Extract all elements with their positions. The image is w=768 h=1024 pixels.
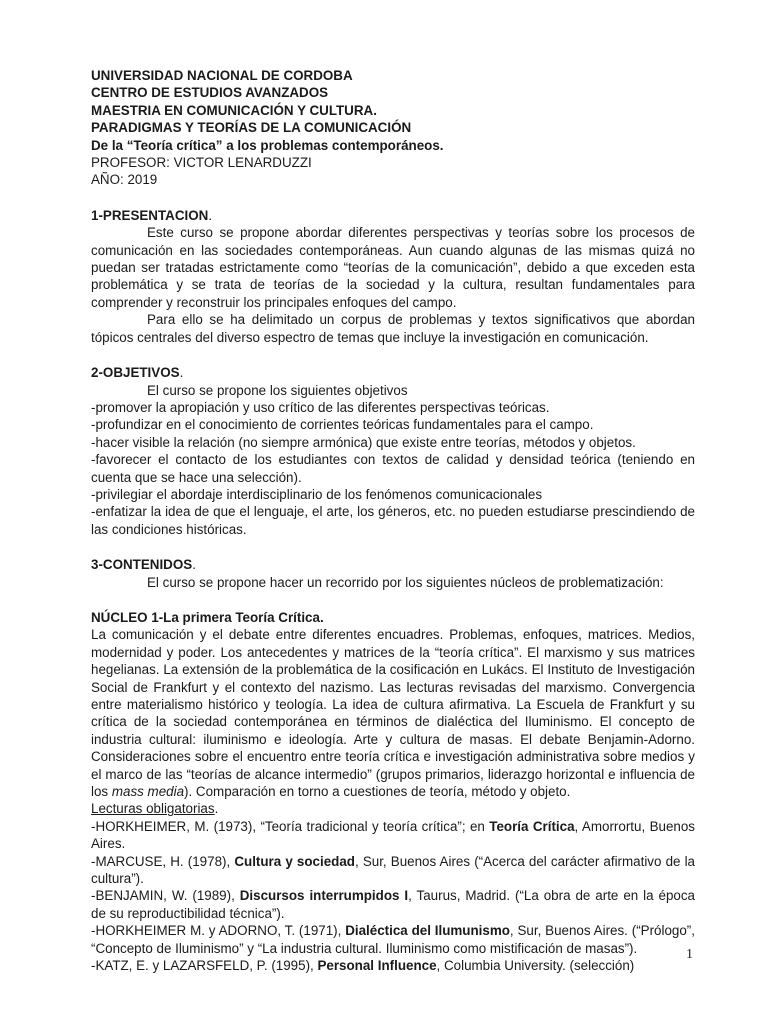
reference-item [91,818,695,853]
reference-details: , Amorrortu, Buenos Aires. [91,818,695,852]
reference-title: Teoría Crítica [489,818,575,834]
section-title-suffix: . [192,557,196,573]
page-number: 1 [686,947,693,962]
section-title: 2-OBJETIVOS [91,365,180,381]
reference-author: -MARCUSE, H. (1978), [91,853,235,869]
reference-details: , Columbia University. (selección) [436,958,635,974]
nucleo-body-main: La comunicación y el debate entre diferentes encuadres. Problemas, enfoques, matrices. Medios, modernidad y poder. Los antecedentes y matrices de la “teoría crítica”. El marxismo y sus matrices hegelianas. La extensión de la problemática de la cosificación en Lukács. El Instituto de Investigación Social de Frankfurt y el contexto del nazismo. Las lecturas revisadas del marxismo. Convergencia entre materialismo histórico y teología. La idea de cultura afirmativa. La Escuela de Frankfurt y su crítica de la sociedad contemporánea en términos de dialéctica del Iluminismo. El concepto de industria cultural: iluminismo e ideología. Arte y cultura de masas. El debate Benjamin-Adorno. Consideraciones sobre el encuentro entre teoría crítica e investigación administrativa sobre medios y el marco de las “teorías de alcance intermedio” (grupos primarios, liderazgo horizontal e influencia de los [91,627,695,800]
university-name: UNIVERSIDAD NACIONAL DE CORDOBA [91,68,353,83]
objective-item: -privilegiar el abordaje interdisciplinario de los fenómenos comunicacionales [91,486,543,502]
document-body [91,67,695,975]
course-subtitle: De la “Teoría crítica” a los problemas contemporáneos. [91,137,444,153]
reference-item [91,957,695,974]
professor-line: PROFESOR: VICTOR LENARDUZZI [91,155,312,171]
program-name: MAESTRIA EN COMUNICACIÓN Y CULTURA. [91,102,377,118]
course-name: PARADIGMAS Y TEORÍAS DE LA COMUNICACIÓN [91,120,412,136]
paragraph: Este curso se propone abordar diferentes perspectivas y teorías sobre los procesos de comunicación en las sociedades contemporáneas. Aun cuando algunas de las mismas quizá no puedan ser tratadas estrictamente como “teorías de la comunicación”, debido a que exceden esta problemática y se trata de teorías de la sociedad y la cultura, resultan fundamentales para comprender y reconstruir los principales enfoques del campo. [91,225,695,310]
reference-title: Dialéctica del Ilumunismo [345,923,510,939]
objective-item: -promover la apropiación y uso crítico de las diferentes perspectivas teóricas. [91,399,550,415]
section-title-suffix: . [179,365,184,381]
reference-author: -KATZ, E. y LAZARSFELD, P. (1995), [91,958,318,974]
section-title: 1-PRESENTACION [91,207,209,223]
objective-item: -hacer visible la relación (no siempre armónica) que existe entre teorías, métodos y objetos. [91,434,636,450]
year-line: AÑO: 2019 [91,172,158,188]
objective-item: -profundizar en el conocimiento de corrientes teóricas fundamentales para el campo. [91,417,594,433]
reference-details: , Sur, Buenos Aires. (“Prólogo”, “Concepto de Iluminismo” y “La industria cultural. Iluminismo como mistificación de masas”). [91,923,695,956]
section-heading [91,207,695,224]
objectives-intro: El curso se propone los siguientes objetivos [147,382,408,398]
objective-item: -enfatizar la idea de que el lenguaje, el arte, los géneros, etc. no pueden estudiarse prescindiendo de las condiciones históricas. [91,504,695,537]
reference-title: Cultura y sociedad [234,853,355,869]
reference-author: -BENJAMIN, W. (1989), [91,888,240,904]
reference-item [91,853,695,888]
section-heading [91,364,695,381]
reference-author: -HORKHEIMER M. y ADORNO, T. (1971), [91,923,346,939]
section-objetivos [91,364,695,538]
readings-title: Lecturas obligatorias [91,801,215,817]
nucleo-body-emphasis: mass media [111,784,185,800]
nucleo-label: NÚCLEO 1 [91,609,159,625]
reference-details: , Taurus, Madrid. (“La obra de arte en la época de su reproductibilidad técnica”). [91,888,695,921]
reference-title: Discursos interrumpidos I [239,888,409,904]
paragraph: Para ello se ha delimitado un corpus de problemas y textos significativos que abordan tópicos centrales del diverso espectro de temas que incluye la investigación en comunicación. [91,312,695,345]
reference-item [91,922,695,957]
nucleo-body-end: ). Comparación en torno a cuestiones de teoría, método y objeto. [184,784,571,800]
reference-author: -HORKHEIMER, M. (1973), “Teoría tradicional y teoría crítica”; en [91,818,490,834]
contents-intro: El curso se propone hacer un recorrido por los siguientes núcleos de problematización: [147,574,664,590]
section-presentacion [91,207,695,346]
nucleo-heading [91,609,695,626]
nucleo-1 [91,609,695,975]
nucleo-title: -La primera Teoría Crítica. [158,609,324,625]
reference-title: Personal Influence [317,958,437,974]
section-heading [91,556,695,573]
objective-item: -favorecer el contacto de los estudiantes con textos de calidad y densidad teórica (teniendo en cuenta que se hace una selección). [91,452,695,485]
readings-title-suffix: . [214,801,219,817]
reference-details: , Sur, Buenos Aires (“Acerca del carácter afirmativo de la cultura”). [91,853,696,887]
center-name: CENTRO DE ESTUDIOS AVANZADOS [91,85,329,101]
document-header [91,67,695,189]
nucleo-body [91,626,695,800]
reference-item [91,887,695,922]
section-title: 3-CONTENIDOS [91,557,193,573]
section-title-suffix: . [208,207,213,223]
readings-heading [91,800,695,817]
section-contenidos [91,556,695,591]
